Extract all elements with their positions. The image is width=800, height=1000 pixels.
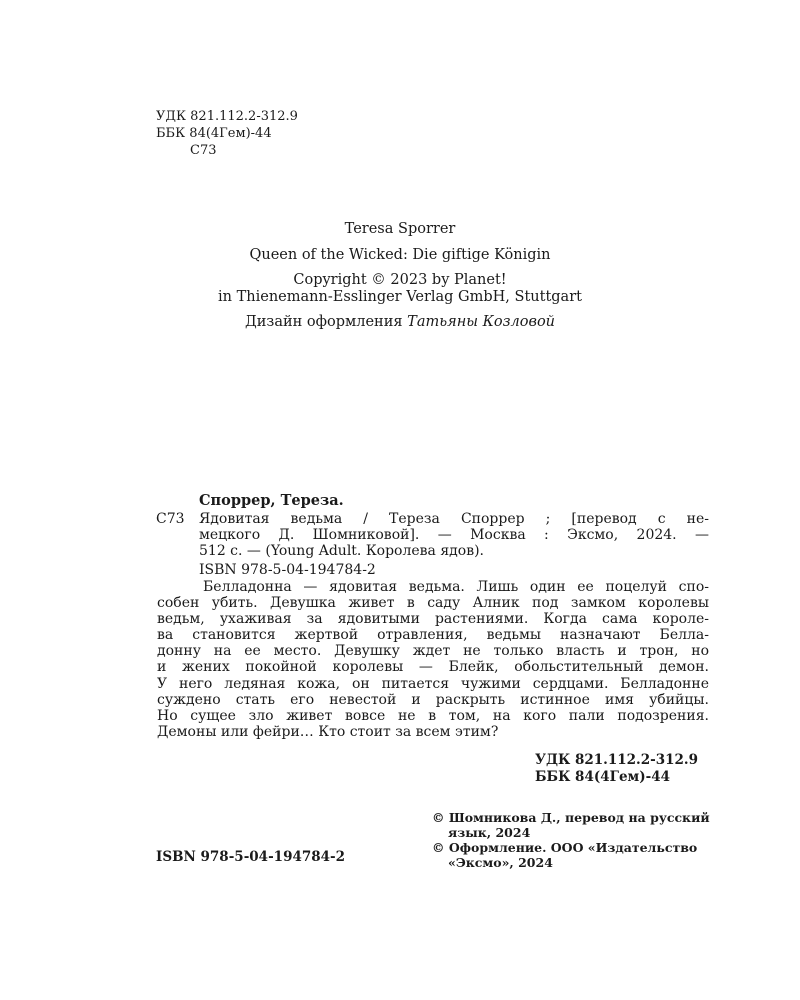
annotation-line: У него ледяная кожа, он питается чужими сердцами. Белладонне xyxy=(157,675,709,692)
record-author-mark: С73 xyxy=(156,511,185,527)
record-isbn: ISBN 978-5-04-194784-2 xyxy=(199,562,376,578)
copyright-design-line1: © Оформление. ООО «Издательство xyxy=(432,840,698,855)
original-title: Queen of the Wicked: Die giftige Königin xyxy=(249,247,551,263)
record-description-line: мецкого Д. Шомниковой]. — Москва : Эксмо, 2024. — xyxy=(199,527,709,544)
bbk-code-top: ББК 84(4Гем)-44 xyxy=(156,126,272,141)
annotation-line: ведьм, ухаживая за ядовитыми растениями. Когда сама короле- xyxy=(157,611,709,628)
annotation-line: собен убить. Девушка живет в саду Алник под замком королевы xyxy=(157,595,709,612)
original-copyright-line1: Copyright © 2023 by Planet! xyxy=(293,272,507,288)
annotation-line: и жених покойной королевы — Блейк, обольстительный демон. xyxy=(157,659,709,676)
bbk-code-record: ББК 84(4Гем)-44 xyxy=(535,769,671,785)
footer-isbn: ISBN 978-5-04-194784-2 xyxy=(156,849,346,865)
author-mark-top: С73 xyxy=(190,143,217,158)
original-copyright-line2: in Thienemann-Esslinger Verlag GmbH, Stuttgart xyxy=(218,289,582,305)
copyright-translation-line1: © Шомникова Д., перевод на русский xyxy=(432,810,710,825)
udk-code-top: УДК 821.112.2-312.9 xyxy=(156,109,298,124)
annotation-line: Но сущее зло живет вовсе не в том, на кого пали подозрения. xyxy=(157,707,709,724)
record-heading: Споррер, Тереза. xyxy=(199,492,344,509)
design-credit-name: Татьяны Козловой xyxy=(407,314,556,330)
annotation-line: донну на ее место. Девушку ждет не только власть и трон, но xyxy=(157,643,709,660)
annotation xyxy=(157,579,709,740)
udk-code-record: УДК 821.112.2-312.9 xyxy=(535,752,698,768)
original-author: Teresa Sporrer xyxy=(344,221,456,237)
copyright-design-line2: «Эксмо», 2024 xyxy=(448,855,553,870)
design-credit-label: Дизайн оформления xyxy=(244,314,403,330)
record-description xyxy=(199,511,709,559)
annotation-line: Белладонна — ядовитая ведьма. Лишь один ее поцелуй спо- xyxy=(203,579,709,595)
record-description-line: Ядовитая ведьма / Тереза Споррер ; [перевод с не- xyxy=(199,511,709,527)
annotation-line: суждено стать его невестой и раскрыть истинное имя убийцы. xyxy=(157,691,709,708)
copyright-translation-line2: язык, 2024 xyxy=(448,825,531,840)
annotation-line: Демоны или фейри… Кто стоит за всем этим? xyxy=(157,723,499,740)
design-credit xyxy=(0,313,800,331)
annotation-line: ва становится жертвой отравления, ведьмы назначают Белла- xyxy=(157,627,709,644)
record-description-line: 512 с. — (Young Adult. Королева ядов). xyxy=(199,543,485,560)
